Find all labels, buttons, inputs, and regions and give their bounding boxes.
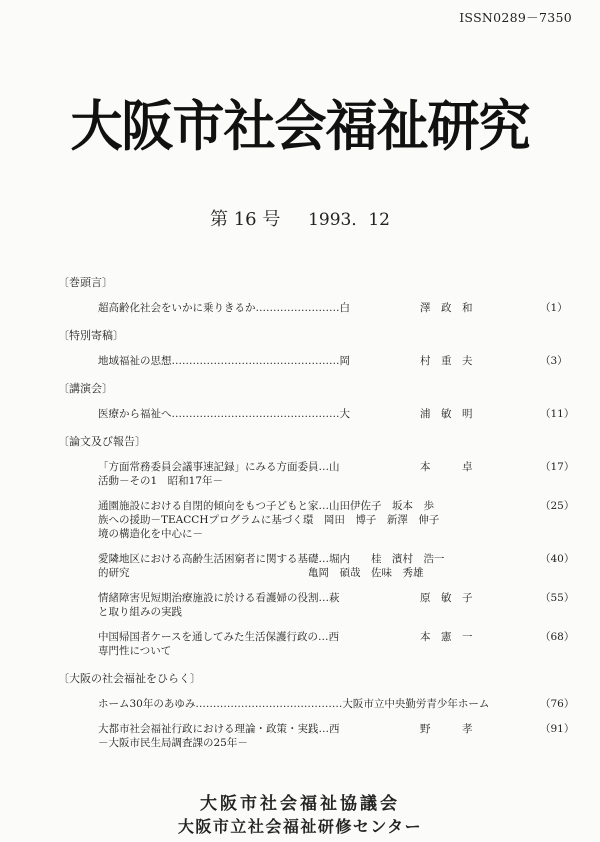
entry-title: 超高齢化社会をいかに乗りきるか……………………白 (98, 302, 350, 314)
entry-page: （68） (540, 631, 575, 643)
issue-date: 1993．12 (308, 210, 390, 230)
entry-author: 澤 政 和 (420, 302, 473, 314)
toc-entry[interactable] (98, 697, 575, 711)
entry-page: （25） (540, 500, 575, 512)
entry-author: 村 重 夫 (420, 355, 473, 367)
entry-page: （55） (540, 592, 575, 604)
entry-author: 野 孝 (420, 723, 473, 735)
entry-author: 浦 敏 明 (420, 408, 473, 420)
toc-entry[interactable] (98, 499, 575, 541)
section-special-contribution (58, 329, 570, 368)
entry-title: ホーム30年のあゆみ……………………………………大阪市立中央勤労青少年ホーム (98, 698, 490, 710)
section-osaka-welfare (58, 672, 575, 750)
entry-title-line2: と取り組みの実践 (98, 606, 182, 618)
entry-page: （11） (540, 408, 575, 420)
training-center-name: 大阪市立社会福祉研修センター (177, 817, 423, 836)
section-foreword (58, 276, 570, 315)
entry-page: （3） (540, 355, 568, 367)
table-of-contents (58, 276, 575, 750)
entry-title: 「方面常務委員会議事速記録」にみる方面委員…山 (98, 461, 340, 473)
toc-entry[interactable] (98, 630, 575, 658)
publisher-name: 大阪市社会福祉協議会 (200, 794, 400, 814)
toc-entry[interactable] (98, 407, 575, 421)
section-lecture (58, 382, 575, 421)
toc-entry[interactable] (98, 722, 575, 750)
entry-title: 情緒障害児短期治療施設に於ける看護婦の役割…萩 (98, 592, 340, 604)
section-heading: 〔論文及び報告〕 (58, 435, 146, 448)
toc-entry[interactable] (98, 354, 570, 368)
section-heading: 〔講演会〕 (58, 382, 113, 395)
issue-info (0, 205, 600, 231)
issue-number: 第 16 号 (210, 209, 281, 230)
entry-title-line2: －大阪市民生局調査課の25年－ (98, 737, 248, 749)
entry-title-line2: 活動－その1 昭和17年－ (98, 475, 224, 487)
issn-number: ISSN0289－7350 (459, 10, 572, 25)
entry-title-line2: 族への援助－TEACCHプログラムに基づく環 岡田 博子 新澤 伸子 (98, 514, 440, 526)
section-heading: 〔大阪の社会福祉をひらく〕 (58, 672, 201, 685)
toc-entry[interactable] (98, 460, 575, 488)
entry-page: （1） (540, 302, 568, 314)
entry-title: 医療から福祉へ…………………………………………大 (98, 408, 350, 420)
entry-page: （17） (540, 461, 575, 473)
section-heading: 〔特別寄稿〕 (58, 329, 124, 342)
entry-author: 原 敏 子 (420, 592, 473, 604)
entry-title-line2: 的研究 亀岡 碩哉 佐味 秀雄 (98, 567, 424, 579)
entry-page: （91） (540, 723, 575, 735)
entry-title-line3: 境の構造化を中心に－ (98, 528, 203, 540)
entry-title: 地域福祉の思想…………………………………………岡 (98, 355, 350, 367)
journal-title: 大阪市社会福祉研究 (70, 94, 530, 159)
entry-title: 大都市社会福祉行政における理論・政策・実践…西 (98, 723, 340, 735)
entry-page: （76） (540, 698, 575, 710)
section-heading: 〔巻頭言〕 (58, 276, 113, 289)
entry-page: （40） (540, 553, 575, 565)
entry-title: 愛隣地区における高齢生活困窮者に関する基礎…堀内 桂 濱村 浩一 (98, 553, 445, 565)
toc-entry[interactable] (98, 552, 575, 580)
entry-author: 本 憲 一 (420, 631, 473, 643)
toc-entry[interactable] (98, 591, 575, 619)
entry-author: 本 卓 (420, 461, 473, 473)
entry-title-line2: 専門性について (98, 645, 172, 657)
section-papers (58, 435, 575, 658)
toc-entry[interactable] (98, 301, 570, 315)
entry-title: 通園施設における自閉的傾向をもつ子どもと家…山田伊佐子 坂本 歩 (98, 500, 434, 512)
entry-title: 中国帰国者ケースを通してみた生活保護行政の…西 (98, 631, 339, 643)
